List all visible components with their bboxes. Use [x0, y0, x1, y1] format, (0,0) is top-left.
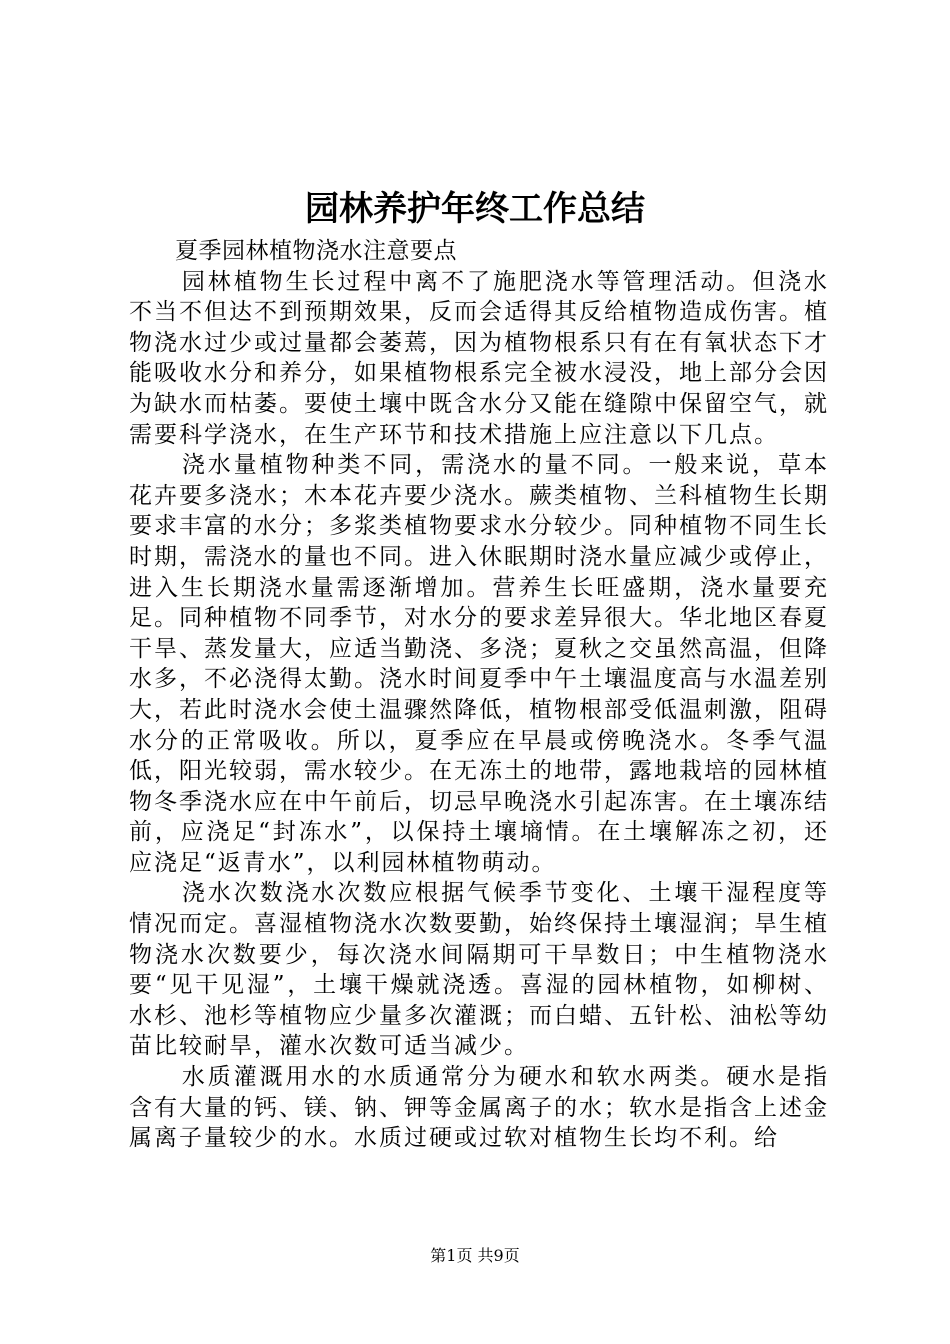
page-footer: 第1页 共9页	[430, 1246, 520, 1265]
section-subheading: 夏季园林植物浇水注意要点	[175, 238, 457, 264]
paragraph-watering-frequency: 浇水次数浇水次数应根据气候季节变化、土壤干湿程度等情况而定。喜湿植物浇水次数要勤，始终保持土壤湿润；旱生植物浇水次数要少，每次浇水间隔期可干旱数日；中生植物浇水要“见干见湿”，土壤干燥就浇透。喜湿的园林植物，如柳树、水杉、池杉等植物应少量多次灌溉；而白蜡、五针松、油松等幼苗比较耐旱，灌水次数可适当减少。	[129, 880, 829, 1060]
paragraph-intro: 园林植物生长过程中离不了施肥浇水等管理活动。但浇水不当不但达不到预期效果，反而会适得其反给植物造成伤害。植物浇水过少或过量都会萎蔫，因为植物根系只有在有氧状态下才能吸收水分和养分，如果植物根系完全被水浸没，地上部分会因为缺水而枯萎。要使土壤中既含水分又能在缝隙中保留空气，就需要科学浇水，在生产环节和技术措施上应注意以下几点。	[129, 268, 829, 448]
paragraph-watering-amount: 浇水量植物种类不同，需浇水的量不同。一般来说，草本花卉要多浇水；木本花卉要少浇水。蕨类植物、兰科植物生长期要求丰富的水分；多浆类植物要求水分较少。同种植物不同生长时期，需浇水的量也不同。进入休眠期时浇水量应减少或停止，进入生长期浇水量需逐渐增加。营养生长旺盛期，浇水量要充足。同种植物不同季节，对水分的要求差异很大。华北地区春夏干旱、蒸发量大，应适当勤浇、多浇；夏秋之交虽然高温，但降水多，不必浇得太勤。浇水时间夏季中午土壤温度高与水温差别大，若此时浇水会使土温骤然降低，植物根部受低温刺激，阻碍水分的正常吸收。所以，夏季应在早晨或傍晚浇水。冬季气温低，阳光较弱，需水较少。在无冻土的地带，露地栽培的园林植物冬季浇水应在中午前后，切忌早晚浇水引起冻害。在土壤冻结前，应浇足“封冻水”，以保持土壤墒情。在土壤解冻之初，还应浇足“返青水”，以利园林植物萌动。	[129, 452, 829, 876]
paragraph-water-quality: 水质灌溉用水的水质通常分为硬水和软水两类。硬水是指含有大量的钙、镁、钠、钾等金属离子的水；软水是指含上述金属离子量较少的水。水质过硬或过软对植物生长均不利。给	[129, 1064, 829, 1152]
document-title: 园林养护年终工作总结	[305, 189, 645, 229]
document-body	[129, 236, 829, 1154]
